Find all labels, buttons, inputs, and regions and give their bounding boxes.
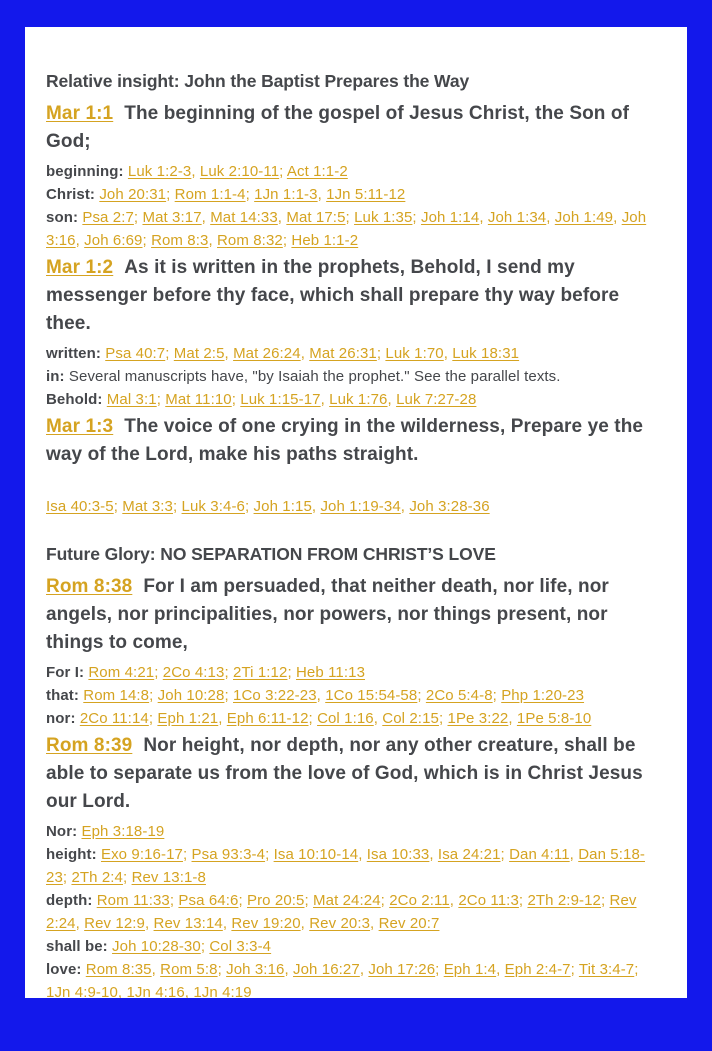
verse-ref-link[interactable]: Rom 8:38 (46, 576, 133, 597)
verse-text: The beginning of the gospel of Jesus Christ, the Son of God; (46, 103, 630, 152)
scripture-ref-link[interactable]: Joh 10:28-30 (112, 938, 201, 955)
ref-separator: ; (518, 892, 528, 909)
verse-text: As it is written in the prophets, Behold, I send my messenger before thy face, which shall prepare thy way before thee. (46, 257, 620, 334)
scripture-ref-link[interactable]: Luk 3:4-6 (181, 498, 245, 515)
ref-separator: ; (200, 938, 210, 955)
ref-separator: ; (282, 232, 292, 249)
xref-line (46, 661, 666, 684)
verse-paragraph (46, 573, 666, 657)
ref-separator: , (117, 984, 127, 998)
scripture-ref-link[interactable]: Mat 26:31 (309, 345, 377, 362)
ref-separator: , (222, 915, 232, 932)
ref-separator: , (184, 984, 194, 998)
scripture-ref-link[interactable]: Rev 19:20 (231, 915, 301, 932)
verse-ref-link[interactable]: Mar 1:2 (46, 257, 114, 278)
verse-paragraph (46, 732, 666, 816)
scripture-ref-link[interactable]: Luk 7:27-28 (396, 391, 477, 408)
ref-separator: , (316, 687, 326, 704)
xref-line (46, 342, 666, 365)
xref-label: Behold: (46, 391, 107, 408)
verse-ref-link[interactable]: Mar 1:1 (46, 103, 114, 124)
verse-ref-link[interactable]: Rom 8:39 (46, 735, 133, 756)
ref-separator: ; (169, 892, 179, 909)
ref-separator: ; (435, 961, 444, 978)
scripture-ref-link[interactable]: Isa 24:21 (437, 846, 501, 863)
scripture-ref-link[interactable]: 2Co 4:13 (162, 664, 225, 681)
scripture-ref-link[interactable]: Joh 20:31 (99, 186, 167, 203)
ref-separator: ; (570, 961, 579, 978)
xref-label: that: (46, 687, 84, 704)
scripture-ref-link[interactable]: Rom 11:33 (96, 892, 170, 909)
scripture-ref-link[interactable]: Mat 14:33 (210, 209, 278, 226)
ref-separator: ; (149, 687, 158, 704)
ref-separator: ; (231, 391, 241, 408)
xref-line (46, 495, 666, 518)
scripture-ref-link[interactable]: 2Co 5:4-8 (425, 687, 493, 704)
ref-separator: , (218, 710, 227, 727)
ref-separator: , (284, 961, 294, 978)
xref-label: depth: (46, 892, 97, 909)
xref-label: written: (46, 345, 106, 362)
ref-separator: ; (245, 498, 254, 515)
scripture-ref-link[interactable]: Col 2:15 (382, 710, 439, 727)
scripture-ref-link[interactable]: Joh 1:14 (420, 209, 480, 226)
scripture-ref-link[interactable]: 2Co 11:3 (458, 892, 519, 909)
ref-separator: ; (245, 186, 255, 203)
ref-separator: ; (123, 869, 132, 886)
scripture-ref-link[interactable]: Rom 8:3 (151, 232, 209, 249)
scripture-ref-link[interactable]: Heb 1:1-2 (291, 232, 359, 249)
document-page (25, 27, 687, 998)
xref-line (46, 707, 666, 730)
scripture-ref-link[interactable]: 2Co 2:11 (389, 892, 450, 909)
xref-label: Nor: (46, 823, 82, 840)
ref-separator: ; (380, 892, 390, 909)
ref-separator: , (145, 915, 154, 932)
scripture-ref-link[interactable]: Mat 11:10 (165, 391, 232, 408)
ref-separator: , (208, 232, 217, 249)
ref-separator: , (359, 961, 369, 978)
verse-paragraph (46, 254, 666, 338)
ref-separator: ; (148, 710, 158, 727)
scripture-ref-link[interactable]: Psa 40:7 (105, 345, 166, 362)
ref-separator: , (75, 915, 85, 932)
scripture-ref-link[interactable]: Luk 1:35 (354, 209, 413, 226)
ref-separator: ; (412, 209, 421, 226)
ref-separator: ; (224, 687, 233, 704)
xref-label: son: (46, 209, 83, 226)
xref-label: Christ: (46, 186, 100, 203)
verse-text: The voice of one crying in the wilderness, Prepare ye the way of the Lord, make his paths straight. (46, 416, 644, 465)
ref-separator: , (300, 345, 310, 362)
ref-separator: ; (154, 664, 163, 681)
ref-separator: , (201, 209, 211, 226)
ref-separator: ; (287, 664, 296, 681)
scripture-ref-link[interactable]: Mal 3:1 (106, 391, 157, 408)
xref-label: For I: (46, 664, 89, 681)
scripture-ref-link[interactable]: Psa 93:3-4 (191, 846, 266, 863)
scripture-ref-link[interactable]: Joh 1:49 (554, 209, 614, 226)
scripture-ref-link[interactable]: Joh 3:16 (226, 961, 285, 978)
xref-line (46, 843, 666, 889)
ref-separator: ; (217, 961, 227, 978)
ref-separator: ; (376, 345, 386, 362)
scripture-ref-link[interactable]: Luk 1:2-3 (127, 163, 192, 180)
scripture-ref-link[interactable]: Heb 11:13 (296, 664, 366, 681)
scripture-ref-link[interactable]: 1Jn 1:1-3 (254, 186, 318, 203)
ref-separator: , (479, 209, 488, 226)
ref-separator: , (370, 915, 379, 932)
scripture-ref-link[interactable]: Joh 1:15 (253, 498, 312, 515)
scripture-ref-link[interactable]: Luk 1:76 (329, 391, 388, 408)
verse-text: For I am persuaded, that neither death, nor life, nor angels, nor principalities, nor powers, nor things present, nor things to come, (46, 576, 609, 653)
scripture-ref-link[interactable]: Joh 6:69 (84, 232, 143, 249)
scripture-ref-link[interactable]: 1Jn 4:9-10 (46, 984, 118, 998)
ref-separator: ; (142, 232, 152, 249)
xref-label: height: (46, 846, 101, 863)
scripture-ref-link[interactable]: Isa 10:10-14 (273, 846, 359, 863)
scripture-ref-link[interactable]: 2Ti 1:12 (233, 664, 288, 681)
ref-separator: , (151, 961, 161, 978)
scripture-ref-link[interactable]: 2Th 2:4 (71, 869, 124, 886)
ref-separator: , (191, 163, 200, 180)
scripture-ref-link[interactable]: Luk 1:70 (385, 345, 444, 362)
scripture-ref-link[interactable]: Joh 16:27 (293, 961, 360, 978)
ref-separator: ; (62, 869, 72, 886)
scripture-ref-link[interactable]: Isa 10:33 (366, 846, 430, 863)
xref-label: nor: (46, 710, 80, 727)
scripture-ref-link[interactable]: Rev 13:1-8 (131, 869, 206, 886)
xref-line (46, 889, 666, 935)
ref-separator: , (224, 345, 234, 362)
ref-separator: , (75, 232, 85, 249)
ref-separator: ; (238, 892, 247, 909)
ref-separator: , (508, 710, 517, 727)
ref-separator: ; (345, 209, 355, 226)
document-content (46, 69, 666, 998)
ref-separator: ; (113, 498, 123, 515)
ref-separator: , (496, 961, 505, 978)
ref-separator: ; (156, 391, 166, 408)
scripture-ref-link[interactable]: Joh 17:26 (368, 961, 436, 978)
scripture-ref-link[interactable]: Luk 2:10-11 (199, 163, 280, 180)
ref-separator: ; (265, 846, 274, 863)
xref-line (46, 365, 666, 388)
ref-separator: , (569, 846, 579, 863)
scripture-ref-link[interactable]: Rom 4:21 (88, 664, 155, 681)
scripture-ref-link[interactable]: 1Co 15:54-58 (325, 687, 418, 704)
scripture-ref-link[interactable]: Joh 3:16 (46, 209, 647, 249)
xref-line (46, 684, 666, 707)
ref-separator: , (387, 391, 397, 408)
ref-separator: ; (224, 664, 233, 681)
ref-separator: , (400, 498, 410, 515)
scripture-ref-link[interactable]: Psa 64:6 (178, 892, 239, 909)
scripture-ref-link[interactable]: Col 3:3-4 (209, 938, 272, 955)
scripture-ref-link[interactable]: Mat 24:24 (313, 892, 381, 909)
ref-separator: ; (182, 846, 192, 863)
scripture-ref-link[interactable]: Mat 3:17 (142, 209, 202, 226)
scripture-ref-link[interactable]: Col 1:16 (317, 710, 374, 727)
scripture-ref-link[interactable]: Mat 3:3 (122, 498, 173, 515)
scripture-ref-link[interactable]: Exo 9:16-17 (100, 846, 183, 863)
xref-line (46, 388, 666, 411)
scripture-ref-link[interactable]: 1Co 3:22-23 (233, 687, 317, 704)
ref-separator: , (613, 209, 622, 226)
scripture-ref-link[interactable]: 1Jn 5:11-12 (326, 186, 406, 203)
ref-separator: ; (601, 892, 610, 909)
scripture-ref-link[interactable]: Mat 26:24 (233, 345, 301, 362)
scripture-ref-link[interactable]: Joh 3:28-36 (409, 498, 490, 515)
scripture-ref-link[interactable]: Rom 1:1-4 (174, 186, 246, 203)
scripture-ref-link[interactable]: 1Jn 4:16 (126, 984, 185, 998)
ref-separator: ; (634, 961, 639, 978)
scripture-ref-link[interactable]: Rev 20:3 (309, 915, 371, 932)
xref-line (46, 935, 666, 958)
ref-separator: ; (173, 498, 182, 515)
verse-ref-link[interactable]: Mar 1:3 (46, 416, 114, 437)
scripture-ref-link[interactable]: Joh 1:19-34 (320, 498, 401, 515)
xref-line (46, 206, 666, 252)
scripture-ref-link[interactable]: Rev 12:9 (84, 915, 145, 932)
ref-separator: , (373, 710, 383, 727)
section-heading: Future Glory: NO SEPARATION FROM CHRIST’S LOVE (46, 544, 496, 564)
scripture-ref-link[interactable]: Mat 17:5 (286, 209, 346, 226)
xref-line (46, 160, 666, 183)
ref-separator: , (443, 345, 453, 362)
xref-label: in: (46, 368, 69, 385)
ref-separator: , (277, 209, 287, 226)
ref-separator: , (311, 498, 321, 515)
scripture-ref-link[interactable]: Rev 20:7 (378, 915, 440, 932)
scripture-ref-link[interactable]: Act 1:1-2 (286, 163, 348, 180)
scripture-ref-link[interactable]: Rev 13:14 (153, 915, 223, 932)
ref-separator: ; (133, 209, 143, 226)
scripture-ref-link[interactable]: Dan 5:18-23 (46, 846, 645, 886)
ref-separator: ; (279, 163, 287, 180)
xref-label: beginning: (46, 163, 128, 180)
ref-separator: , (449, 892, 459, 909)
xref-line (46, 820, 666, 843)
verse-paragraph (46, 413, 666, 469)
scripture-ref-link[interactable]: Joh 10:28 (157, 687, 225, 704)
ref-separator: , (317, 186, 327, 203)
scripture-ref-link[interactable]: Isa 40:3-5 (46, 498, 114, 515)
scripture-ref-link[interactable]: 1Pe 5:8-10 (516, 710, 592, 727)
ref-separator: ; (304, 892, 314, 909)
scripture-ref-link[interactable]: Dan 4:11 (509, 846, 570, 863)
scripture-ref-link[interactable]: Eph 6:11-12 (226, 710, 309, 727)
scripture-ref-link[interactable]: Eph 2:4-7 (504, 961, 571, 978)
scripture-ref-link[interactable]: Eph 1:21 (157, 710, 219, 727)
ref-separator: ; (417, 687, 426, 704)
scripture-ref-link[interactable]: Joh 1:34 (487, 209, 547, 226)
ref-separator: ; (500, 846, 510, 863)
app-background (0, 27, 712, 1051)
scripture-ref-link[interactable]: Luk 1:15-17 (240, 391, 321, 408)
scripture-ref-link[interactable]: Pro 20:5 (246, 892, 305, 909)
scripture-ref-link[interactable]: Rom 8:32 (217, 232, 283, 249)
scripture-ref-link[interactable]: 2Co 11:14 (79, 710, 149, 727)
ref-separator: ; (165, 345, 174, 362)
section-heading: Relative insight: John the Baptist Prepares the Way (46, 71, 470, 91)
ref-separator: , (429, 846, 438, 863)
ref-separator: , (546, 209, 555, 226)
ref-separator: ; (492, 687, 502, 704)
scripture-ref-link[interactable]: 2Th 2:9-12 (527, 892, 601, 909)
scripture-ref-link[interactable]: 1Jn 4:19 (193, 984, 252, 998)
verse-paragraph (46, 100, 666, 156)
scripture-ref-link[interactable]: Psa 2:7 (82, 209, 134, 226)
scripture-ref-link[interactable]: Rom 8:35 (85, 961, 152, 978)
scripture-ref-link[interactable]: Rev 2:24 (46, 892, 637, 932)
scripture-ref-link[interactable]: Rom 5:8 (160, 961, 218, 978)
scripture-ref-link[interactable]: Mat 2:5 (173, 345, 225, 362)
scripture-ref-link[interactable]: Tit 3:4-7 (578, 961, 635, 978)
ref-separator: , (320, 391, 330, 408)
scripture-ref-link[interactable]: Luk 18:31 (452, 345, 520, 362)
xref-note: Several manuscripts have, "by Isaiah the prophet." See the parallel texts. (68, 368, 561, 385)
xref-label: love: (46, 961, 86, 978)
scripture-ref-link[interactable]: 1Pe 3:22 (447, 710, 509, 727)
scripture-ref-link[interactable]: Php 1:20-23 (501, 687, 585, 704)
ref-separator: , (358, 846, 367, 863)
xref-line (46, 183, 666, 206)
ref-separator: ; (308, 710, 318, 727)
scripture-ref-link[interactable]: Eph 1:4 (443, 961, 497, 978)
scripture-ref-link[interactable]: Eph 3:18-19 (81, 823, 165, 840)
xref-label: shall be: (46, 938, 113, 955)
ref-separator: , (300, 915, 310, 932)
ref-separator: ; (166, 186, 175, 203)
scripture-ref-link[interactable]: Rom 14:8 (83, 687, 150, 704)
ref-separator: ; (438, 710, 448, 727)
verse-text: Nor height, nor depth, nor any other creature, shall be able to separate us from the love of God, which is in Christ Jesus our Lord. (46, 735, 643, 812)
xref-line (46, 958, 666, 998)
